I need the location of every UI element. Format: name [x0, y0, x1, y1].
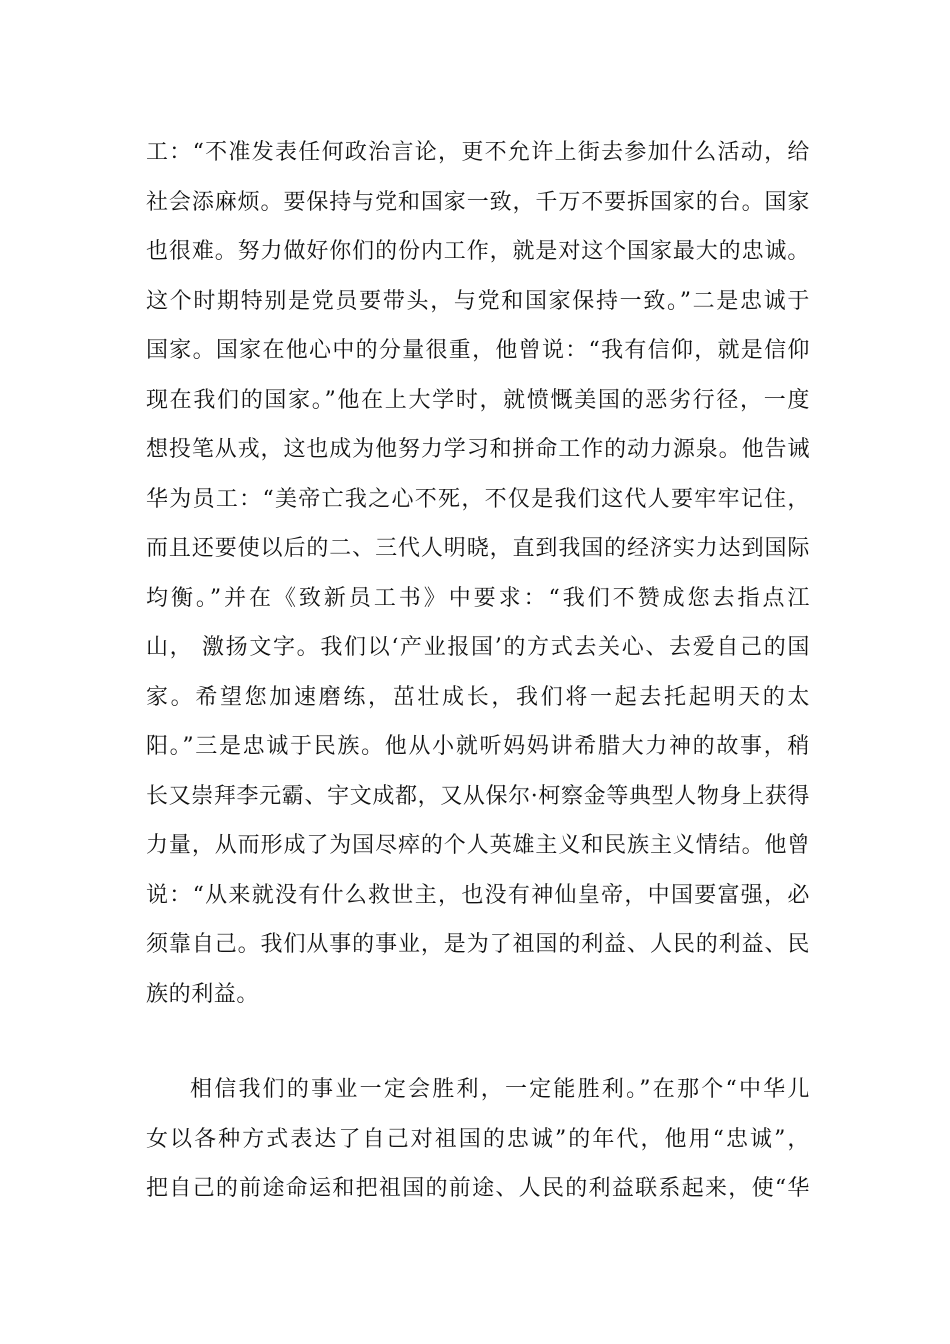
text-line: 华为员工：“美帝亡我之心不死，不仅是我们这代人要牢牢记住， [146, 486, 810, 512]
text-line: 说：“从来就没有什么救世主，也没有神仙皇帝，中国要富强，必 [146, 882, 810, 908]
text-line: 须靠自己。我们从事的事业，是为了祖国的利益、人民的利益、民 [146, 932, 810, 957]
text-line: 而且还要使以后的二、三代人明晓，直到我国的经济实力达到国际 [146, 536, 810, 561]
text-line: 也很难。努力做好你们的份内工作，就是对这个国家最大的忠诚。 [146, 239, 810, 264]
text-line: 工：“不准发表任何政治言论，更不允许上街去参加什么活动，给 [146, 140, 810, 165]
text-line: 长又崇拜李元霸、宇文成都，又从保尔·柯察金等典型人物身上获得 [146, 783, 810, 809]
text-line: 把自己的前途命运和把祖国的前途、人民的利益联系起来，使“华 [146, 1176, 810, 1201]
paragraph-1 [146, 128, 810, 1019]
text-line: 相信我们的事业一定会胜利，一定能胜利。”在那个“中华儿 [190, 1077, 810, 1102]
text-line: 阳。”三是忠诚于民族。他从小就听妈妈讲希腊大力神的故事，稍 [146, 734, 810, 759]
text-line: 想投笔从戎，这也成为他努力学习和拼命工作的动力源泉。他告诫 [146, 437, 810, 462]
text-line: 力量，从而形成了为国尽瘁的个人英雄主义和民族主义情结。他曾 [146, 833, 810, 858]
text-line: 国家。国家在他心中的分量很重，他曾说：“我有信仰，就是信仰 [146, 338, 810, 363]
text-line: 现在我们的国家。”他在上大学时，就愤慨美国的恶劣行径，一度 [146, 387, 810, 413]
text-line: 族的利益。 [146, 981, 260, 1007]
paragraph-2 [146, 1065, 810, 1214]
text-line: 社会添麻烦。要保持与党和国家一致，千万不要拆国家的台。国家 [146, 189, 810, 215]
text-line: 山， 激扬文字。我们以‘产业报国’的方式去关心、去爱自己的国 [146, 635, 810, 660]
text-line: 家。希望您加速磨练，茁壮成长，我们将一起去托起明天的太 [146, 684, 810, 710]
text-line: 均衡。”并在《致新员工书》中要求：“我们不赞成您去指点江 [146, 585, 810, 611]
text-line: 女以各种方式表达了自己对祖国的忠诚”的年代，他用“忠诚”， [146, 1126, 810, 1152]
text-line: 这个时期特别是党员要带头，与党和国家保持一致。”二是忠诚于 [146, 288, 810, 314]
